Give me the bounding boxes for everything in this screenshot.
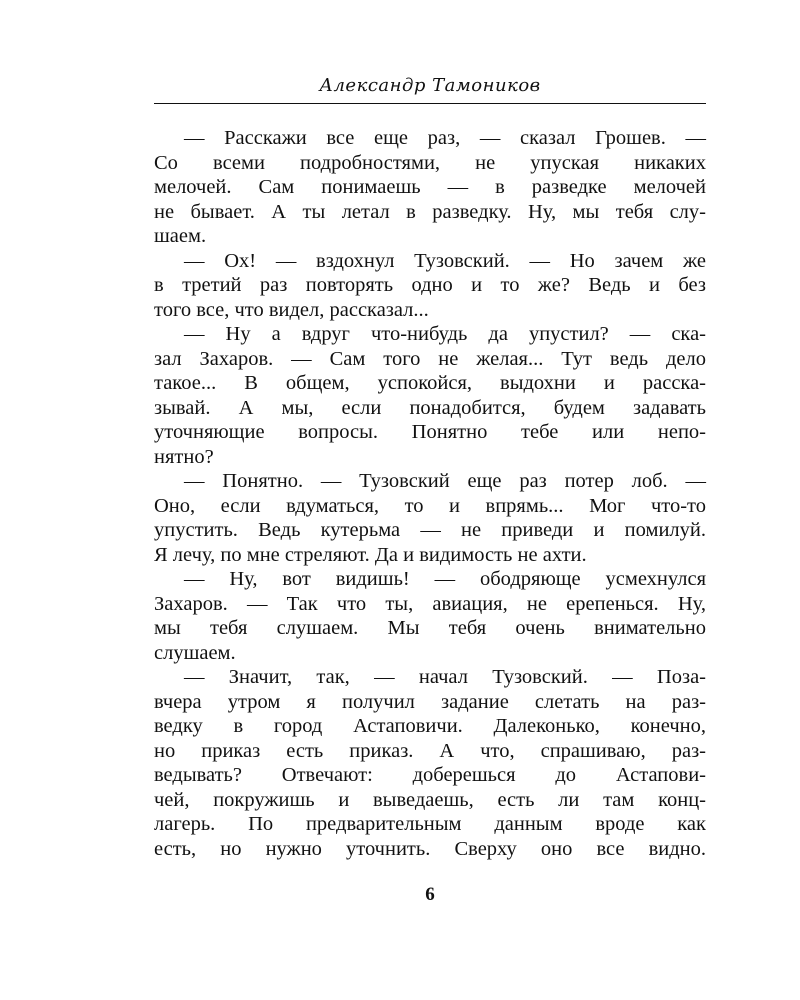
- text-line: зывай. А мы, если понадобится, будем задавать: [154, 396, 706, 419]
- page-number: 6: [425, 884, 435, 905]
- text-line: ведку в город Астаповичи. Далеконько, конечно,: [154, 715, 706, 737]
- paragraph: [154, 322, 706, 469]
- text-line: Захаров. — Так что ты, авиация, не ерепенься. Ну,: [154, 592, 706, 615]
- text-line: лагерь. По предварительным данным вроде как: [154, 813, 706, 835]
- text-line: чей, покружишь и выведаешь, есть ли там конц-: [154, 788, 706, 811]
- text-line: — Ну а вдруг что-нибудь да упустил? — ска-: [184, 323, 706, 345]
- running-head: Александр Тамоников: [319, 75, 541, 96]
- text-line: не бывает. А ты летал в разведку. Ну, мы тебя слу-: [154, 200, 706, 223]
- text-line: слушаем.: [154, 641, 236, 664]
- text-line: нятно?: [154, 445, 214, 468]
- text-line: — Понятно. — Тузовский еще раз потер лоб. —: [184, 470, 706, 492]
- text-line: ведывать? Отвечают: доберешься до Астапови-: [154, 764, 706, 786]
- text-line: но приказ есть приказ. А что, спрашиваю, раз-: [154, 739, 706, 762]
- text-line: вчера утром я получил задание слетать на раз-: [154, 690, 706, 713]
- text-line: есть, но нужно уточнить. Сверху оно все видно.: [154, 837, 706, 860]
- text-line: Оно, если вдуматься, то и впрямь... Мог что-то: [154, 494, 706, 517]
- paragraph: [154, 469, 706, 567]
- text-line: — Значит, так, — начал Тузовский. — Поза-: [184, 666, 706, 688]
- body-text: [154, 126, 706, 861]
- text-line: Со всеми подробностями, не упуская никаких: [154, 151, 706, 174]
- text-line: Я лечу, по мне стреляют. Да и видимость не ахти.: [154, 543, 587, 566]
- text-line: того все, что видел, рассказал...: [154, 298, 429, 321]
- paragraph: [154, 567, 706, 665]
- text-line: — Расскажи все еще раз, — сказал Грошев. —: [184, 127, 706, 149]
- text-line: зал Захаров. — Сам того не желая... Тут ведь дело: [154, 347, 706, 370]
- text-line: упустить. Ведь кутерьма — не приведи и помилуй.: [154, 519, 706, 541]
- paragraph: [154, 249, 706, 323]
- text-line: в третий раз повторять одно и то же? Ведь и без: [154, 274, 706, 296]
- text-line: такое... В общем, успокойся, выдохни и расска-: [154, 372, 706, 394]
- paragraph: [154, 126, 706, 249]
- text-line: уточняющие вопросы. Понятно тебе или непо-: [154, 421, 706, 443]
- text-line: — Ну, вот видишь! — ободряюще усмехнулся: [184, 568, 706, 590]
- text-line: мы тебя слушаем. Мы тебя очень внимательно: [154, 617, 706, 639]
- text-line: — Ох! — вздохнул Тузовский. — Но зачем же: [184, 249, 706, 272]
- text-line: шаем.: [154, 225, 207, 247]
- paragraph: [154, 665, 706, 861]
- header-rule: [154, 103, 706, 104]
- text-line: мелочей. Сам понимаешь — в разведке мелочей: [154, 176, 706, 198]
